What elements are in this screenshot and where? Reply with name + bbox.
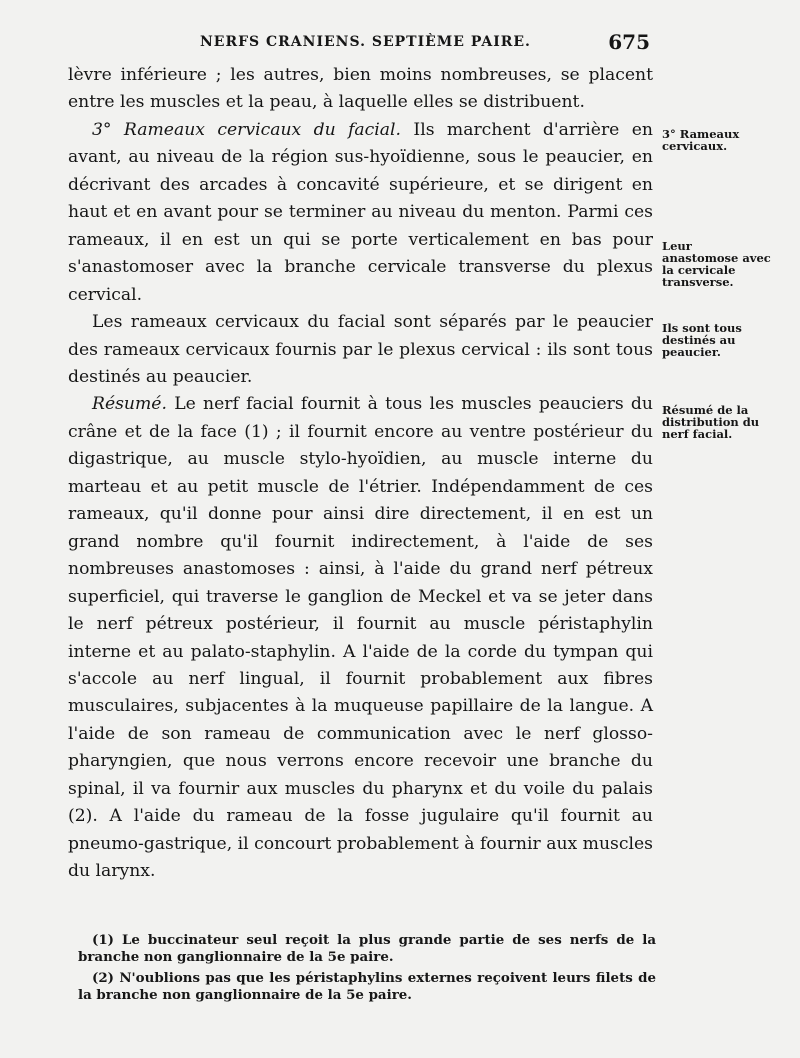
section-lead: Résumé. <box>92 394 167 415</box>
page-header <box>60 30 660 54</box>
margin-note: Leur anastomose avec la cervicale transverse. <box>662 239 771 289</box>
footnote-2: (2) N'oublions pas que les péristaphylins externes reçoivent leurs filets de la branche non ganglionnaire de la 5e paire. <box>78 970 656 1003</box>
paragraph-resume <box>68 391 653 885</box>
page-number: 675 <box>608 30 650 54</box>
margin-note: Ils sont tous destinés au peaucier. <box>662 321 742 359</box>
section-lead: 3° Rameaux cervicaux du facial. <box>92 119 402 140</box>
paragraph-rameaux-cervicaux <box>68 117 653 309</box>
paragraph-body: Le nerf facial fournit à tous les muscles peauciers du crâne et de la face (1) ; il fournit encore au ventre postérieur du digastrique, au muscle stylo-hyoïdien, au muscle interne du marteau et au petit muscle de l'étrier. Indépendamment de ces rameaux, qu'il donne pour ainsi dire directement, il en est un grand nombre qu'il fournit indirectement, à l'aide de ses nombreuses anastomoses : ainsi, à l'aide du grand nerf pétreux superficiel, qui traverse le ganglion de Meckel et va se jeter dans le nerf pétreux postérieur, il fournit au muscle péristaphylin interne et au palato-staphylin. A l'aide de la corde du tympan qui s'accole au nerf lingual, il fournit probablement aux fibres musculaires, subjacentes à la muqueuse papillaire de la langue. A l'aide de son rameau de communication avec le nerf glosso-pharyngien, que nous verrons encore recevoir une branche du spinal, il va fournir aux muscles du pharynx et du voile du palais (2). A l'aide du rameau de la fosse jugulaire qu'il fournit au pneumo-gastrique, il concourt probablement à fournir aux muscles du larynx. <box>68 394 653 882</box>
paragraph-separation: Les rameaux cervicaux du facial sont séparés par le peaucier des rameaux cervicaux fournis par le plexus cervical : ils sont tous destinés au peaucier. <box>68 312 653 387</box>
footnote-1: (1) Le buccinateur seul reçoit la plus grande partie de ses nerfs de la branche non ganglionnaire de la 5e paire. <box>78 932 656 965</box>
running-head: NERFS CRANIENS. SEPTIÈME PAIRE. <box>200 34 531 50</box>
paragraph-intro: lèvre inférieure ; les autres, bien moins nombreuses, se placent entre les muscles et la peau, à laquelle elles se distribuent. <box>68 65 653 113</box>
margin-note: Résumé de la distribution du nerf facial. <box>662 403 760 441</box>
paragraph-body: Ils marchent d'arrière en avant, au niveau de la région sus-hyoïdienne, sous le peaucier, en décrivant des arcades à concavité supérieure, et se dirigent en haut et en avant pour se terminer au niveau du menton. Parmi ces rameaux, il en est un qui se porte verticalement en bas pour s'anastomoser avec la branche cervicale transverse du plexus cervical. <box>68 119 653 305</box>
footnotes <box>78 932 656 1008</box>
main-text <box>68 62 653 886</box>
margin-note: 3° Rameaux cervicaux. <box>662 127 740 153</box>
